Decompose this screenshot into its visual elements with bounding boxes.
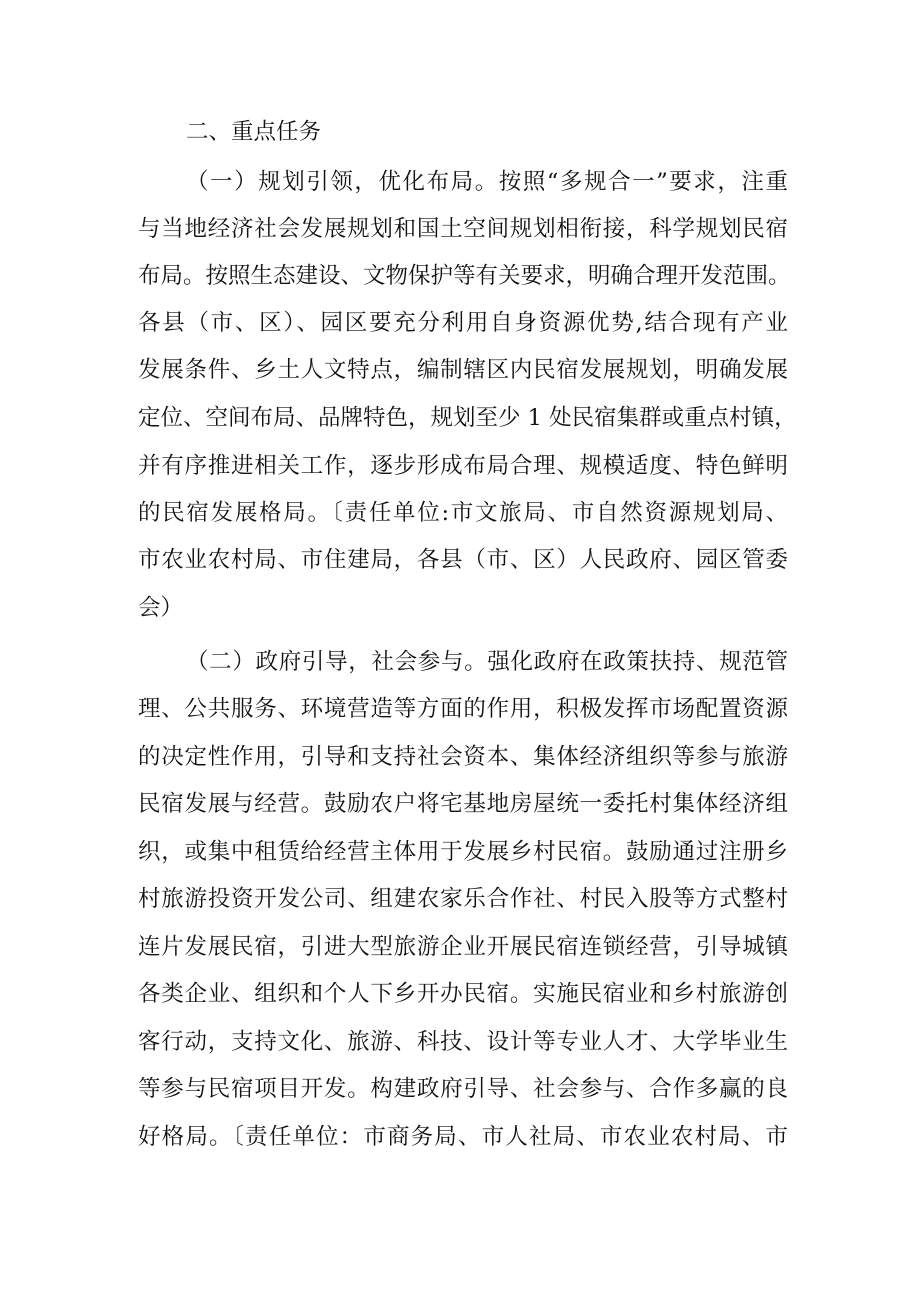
paragraph-2-line: 村旅游投资开发公司、组建农家乐合作社、村民入股等方式整村 (138, 886, 788, 912)
paragraph-2-line: （二）政府引导，社会参与。强化政府在政策扶持、规范管 (186, 649, 788, 675)
paragraph-2-line: 连片发展民宿，引进大型旅游企业开展民宿连锁经营，引导城镇 (138, 934, 788, 960)
paragraph-1-line: 并有序推进相关工作，逐步形成布局合理、规模适度、特色鲜明 (138, 453, 788, 479)
paragraph-2-line: 客行动，支持文化、旅游、科技、设计等专业人才、大学毕业生 (138, 1029, 788, 1055)
paragraph-2-line: 的决定性作用，引导和支持社会资本、集体经济组织等参与旅游 (138, 744, 788, 770)
paragraph-2-line: 等参与民宿项目开发。构建政府引导、社会参与、合作多赢的良 (138, 1076, 788, 1102)
paragraph-1-line: 各县（市、区）、园区要充分利用自身资源优势,结合现有产业 (138, 310, 788, 336)
paragraph-2-line: 理、公共服务、环境营造等方面的作用，积极发挥市场配置资源 (138, 696, 788, 722)
paragraph-1-line: （一）规划引领，优化布局。按照“多规合一”要求，注重 (186, 169, 788, 195)
paragraph-2-line: 织，或集中租赁给经营主体用于发展乡村民宿。鼓励通过注册乡 (138, 839, 788, 865)
paragraph-1-line: 发展条件、乡土人文特点，编制辖区内民宿发展规划，明确发展 (138, 357, 788, 383)
paragraph-1-line: 市农业农村局、市住建局，各县（市、区）人民政府、园区管委 (138, 547, 788, 573)
paragraph-1-line: 定位、空间布局、品牌特色，规划至少 1 处民宿集群或重点村镇， (138, 405, 797, 431)
paragraph-2-line: 民宿发展与经营。鼓励农户将宅基地房屋统一委托村集体经济组 (138, 791, 788, 817)
paragraph-2-line: 各类企业、组织和个人下乡开办民宿。实施民宿业和乡村旅游创 (138, 981, 788, 1007)
paragraph-1-line: 布局。按照生态建设、文物保护等有关要求，明确合理开发范围。 (138, 263, 791, 289)
paragraph-1-line: 会） (138, 595, 184, 621)
section-heading: 二、重点任务 (186, 119, 322, 145)
paragraph-1-line: 的民宿发展格局。〔责任单位:市文旅局、市自然资源规划局、 (138, 500, 788, 526)
paragraph-2-line: 好格局。〔责任单位：市商务局、市人社局、市农业农村局、市 (138, 1124, 788, 1150)
paragraph-1-line: 与当地经济社会发展规划和国土空间规划相衔接，科学规划民宿 (138, 216, 788, 242)
